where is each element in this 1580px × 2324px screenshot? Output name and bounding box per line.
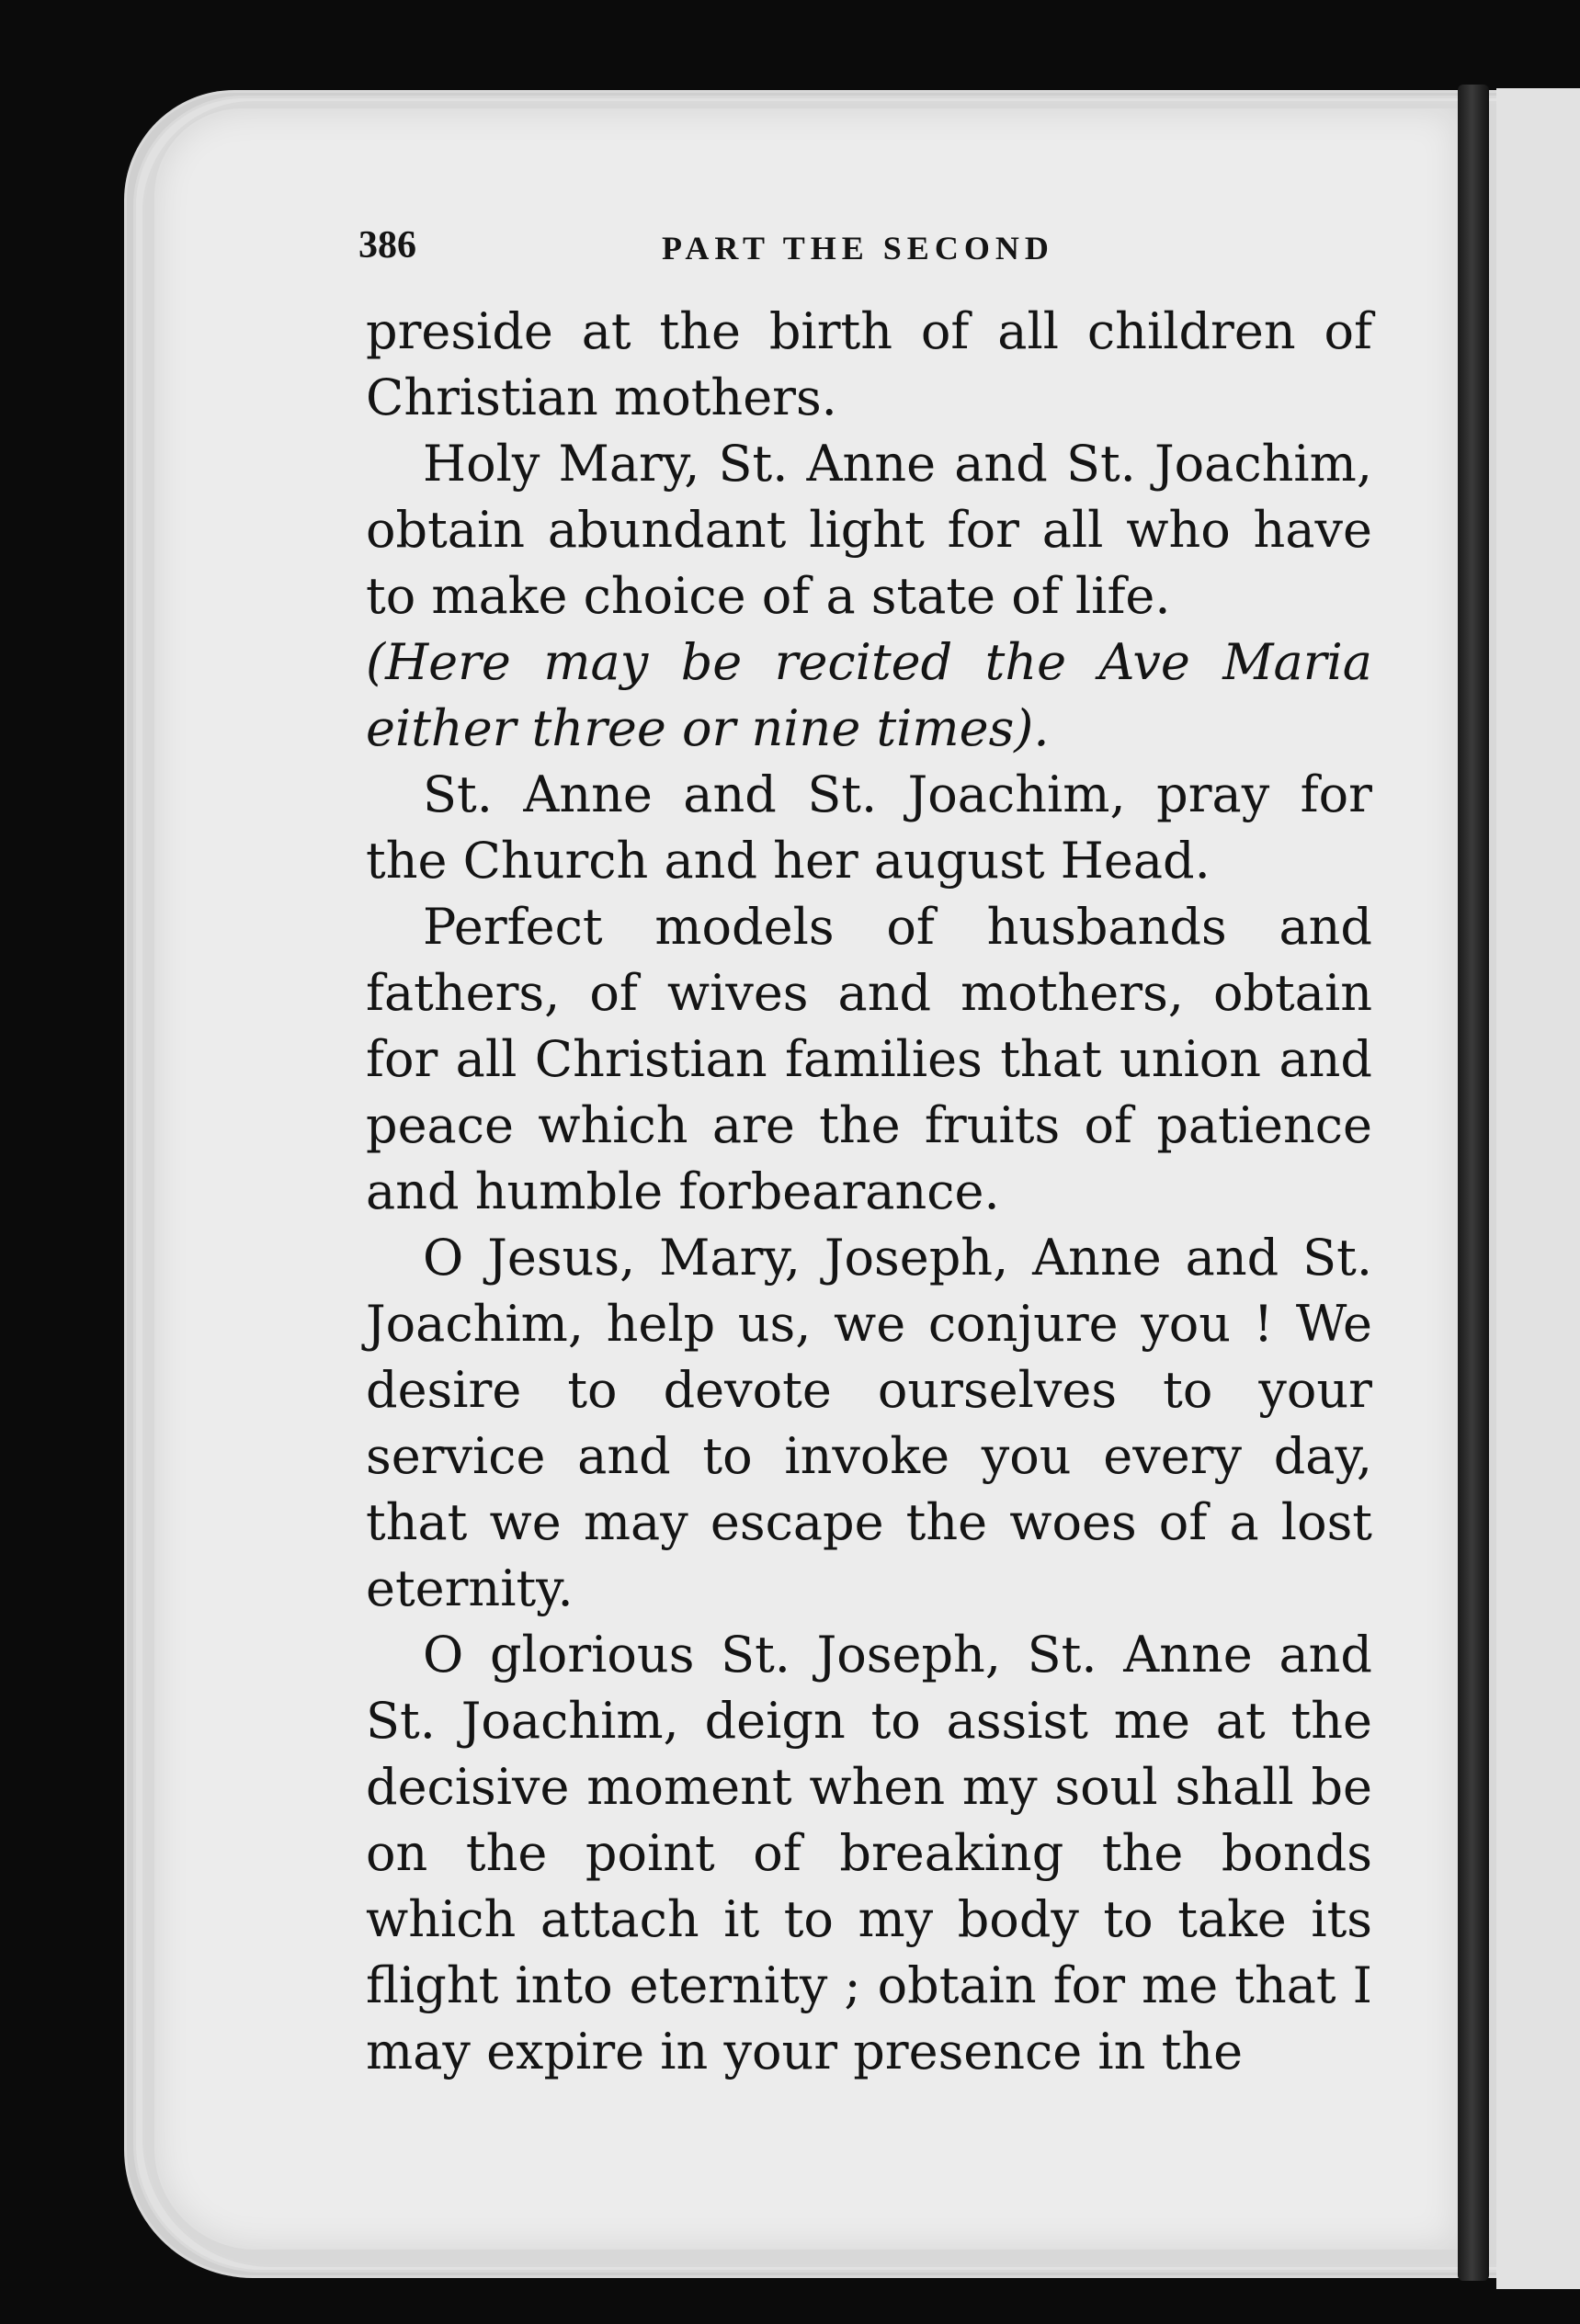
page-number: 386 (358, 224, 416, 266)
paragraph: St. Anne and St. Joachim, pray for the Church and her august Head. (366, 765, 1372, 890)
facing-page-edge (1496, 88, 1580, 2289)
paragraph: O Jesus, Mary, Joseph, Anne and St. Joachim, help us, we conjure you ! We desire to devote ourselves to your service and to invoke you every day, that we may escape the woes of a lost eternity. (366, 1229, 1372, 1617)
paragraph: Holy Mary, St. Anne and St. Joachim, obtain abundant light for all who have to make choice of a state of life. (366, 435, 1372, 625)
rubric-note: (Here may be recited the Ave Maria either three or nine times). (366, 633, 1372, 757)
paragraph: preside at the birth of all children of Christian mothers. (366, 302, 1372, 426)
paragraph: Perfect models of husbands and fathers, of wives and mothers, obtain for all Christian families that union and peace which are the fruits of patience and humble forbearance. (366, 898, 1372, 1220)
page-header (358, 223, 1370, 278)
body-text (366, 299, 1372, 2085)
running-head: PART THE SECOND (662, 230, 1054, 266)
paragraph: O glorious St. Joseph, St. Anne and St. Joachim, deign to assist me at the decisive moment when my soul shall be on the point of breaking the bonds which attach it to my body to take its flight into eternity ; obtain for me that I may expire in your presence in the (366, 1626, 1372, 2080)
book-spine (1458, 85, 1489, 2281)
